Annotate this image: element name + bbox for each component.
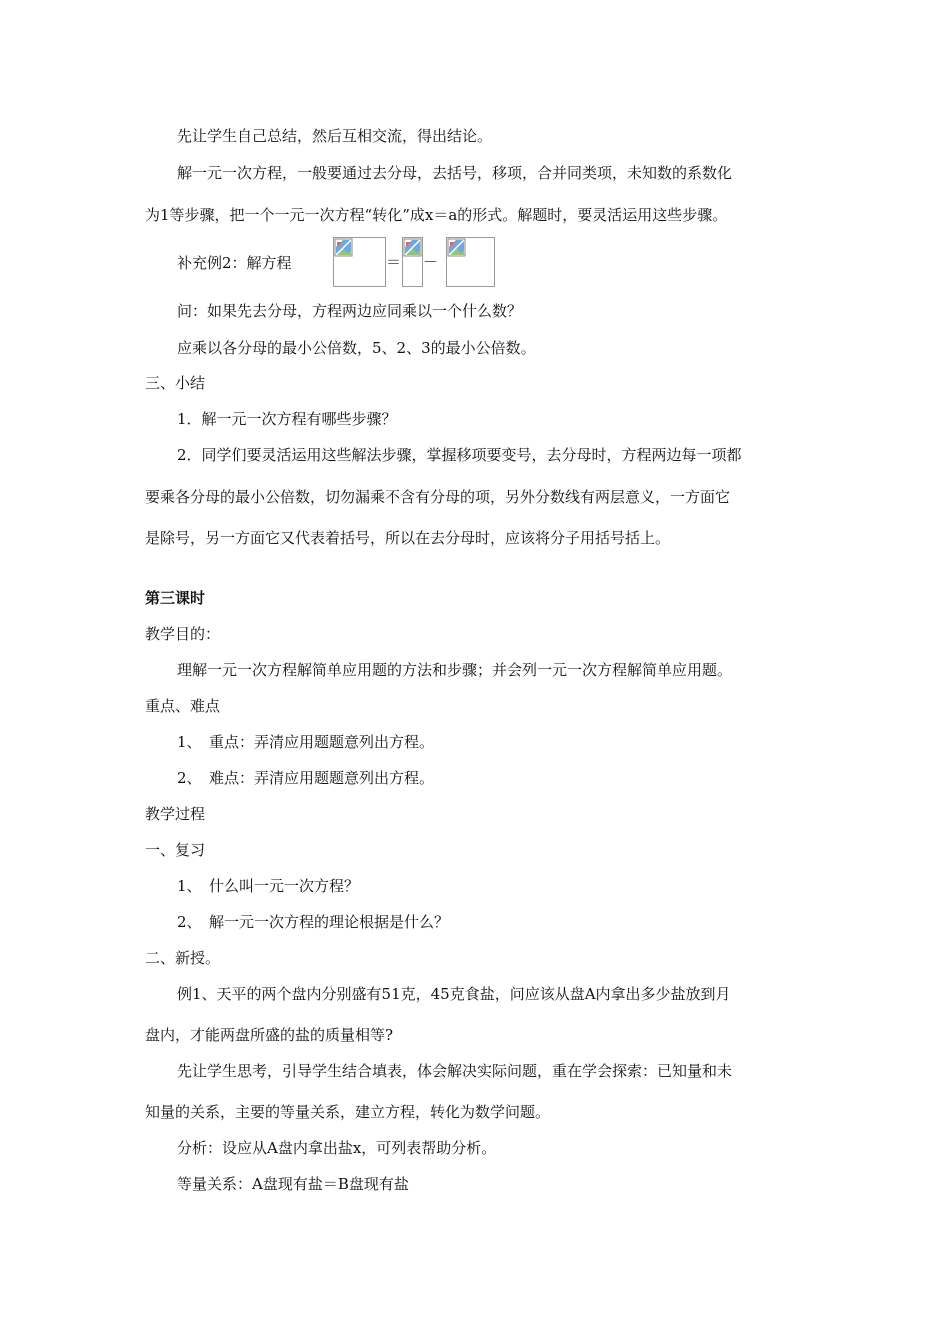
paragraph-summary: 先让学生自己总结，然后互相交流，得出结论。 [177,127,493,145]
analysis-line: 分析：设应从A盘内拿出盐x，可列表帮助分析。 [177,1139,497,1157]
teaching-process-heading: 教学过程 [145,805,206,823]
review-heading: 一、复习 [145,841,206,859]
example-2-label: 补充例2：解方程 [177,254,292,272]
broken-image-icon [334,238,354,258]
key-points-heading: 重点、难点 [145,697,221,715]
lesson-3-title: 第三课时 [145,589,206,607]
broken-image-icon [403,238,423,258]
equals-sign: ＝ [386,253,402,271]
summary-item-2-line2: 要乘各分母的最小公倍数，切勿漏乘不含有分母的项，另外分数线有两层意义，一方面它 [145,488,731,506]
answer-line: 应乘以各分母的最小公倍数，5、2、3的最小公倍数。 [177,339,536,357]
question-line: 问：如果先去分母，方程两边应同乘以一个什么数？ [177,302,523,320]
minus-sign: － [423,253,439,271]
equation-image-left [333,237,386,287]
review-item-2: 2、 解一元一次方程的理论根据是什么？ [177,913,450,931]
paragraph-steps-line2: 为1等步骤，把一个一元一次方程“转化”成x＝a的形式。解题时，要灵活运用这些步骤。 [145,206,728,224]
section-summary-heading: 三、小结 [145,374,206,392]
summary-item-2-line3: 是除号，另一方面它又代表着括号，所以在去分母时，应该将分子用括号括上。 [145,529,671,547]
review-item-1: 1、 什么叫一元一次方程？ [177,877,360,895]
key-point-1: 1、 重点：弄清应用题题意列出方程。 [177,733,435,751]
key-point-2: 2、 难点：弄清应用题题意列出方程。 [177,769,435,787]
paragraph-steps-line1: 解一元一次方程，一般要通过去分母，去括号，移项，合并同类项，未知数的系数化 [177,164,733,182]
teaching-goal-text: 理解一元一次方程解简单应用题的方法和步骤；并会列一元一次方程解简单应用题。 [177,661,733,679]
equal-relation-line: 等量关系：A盘现有盐＝B盘现有盐 [177,1175,409,1193]
equation-image-middle [402,237,423,287]
summary-item-2-line1: 2．同学们要灵活运用这些解法步骤，掌握移项要变号，去分母时，方程两边每一项都 [177,446,742,464]
equation-image-right [446,237,495,287]
summary-item-1: 1．解一元一次方程有哪些步骤？ [177,410,397,428]
teaching-goal-heading: 教学目的： [145,625,221,643]
example-1-line2: 盘内，才能两盘所盛的盐的质量相等? [145,1026,394,1044]
guidance-line1: 先让学生思考，引导学生结合填表，体会解决实际问题，重在学会探索：已知量和未 [177,1062,733,1080]
example-1-line1: 例1、天平的两个盘内分别盛有51克，45克食盐，问应该从盘A内拿出多少盐放到月 [177,985,731,1003]
guidance-line2: 知量的关系，主要的等量关系，建立方程，转化为数学问题。 [145,1103,551,1121]
broken-image-icon [447,238,467,258]
new-lesson-heading: 二、新授。 [145,949,221,967]
